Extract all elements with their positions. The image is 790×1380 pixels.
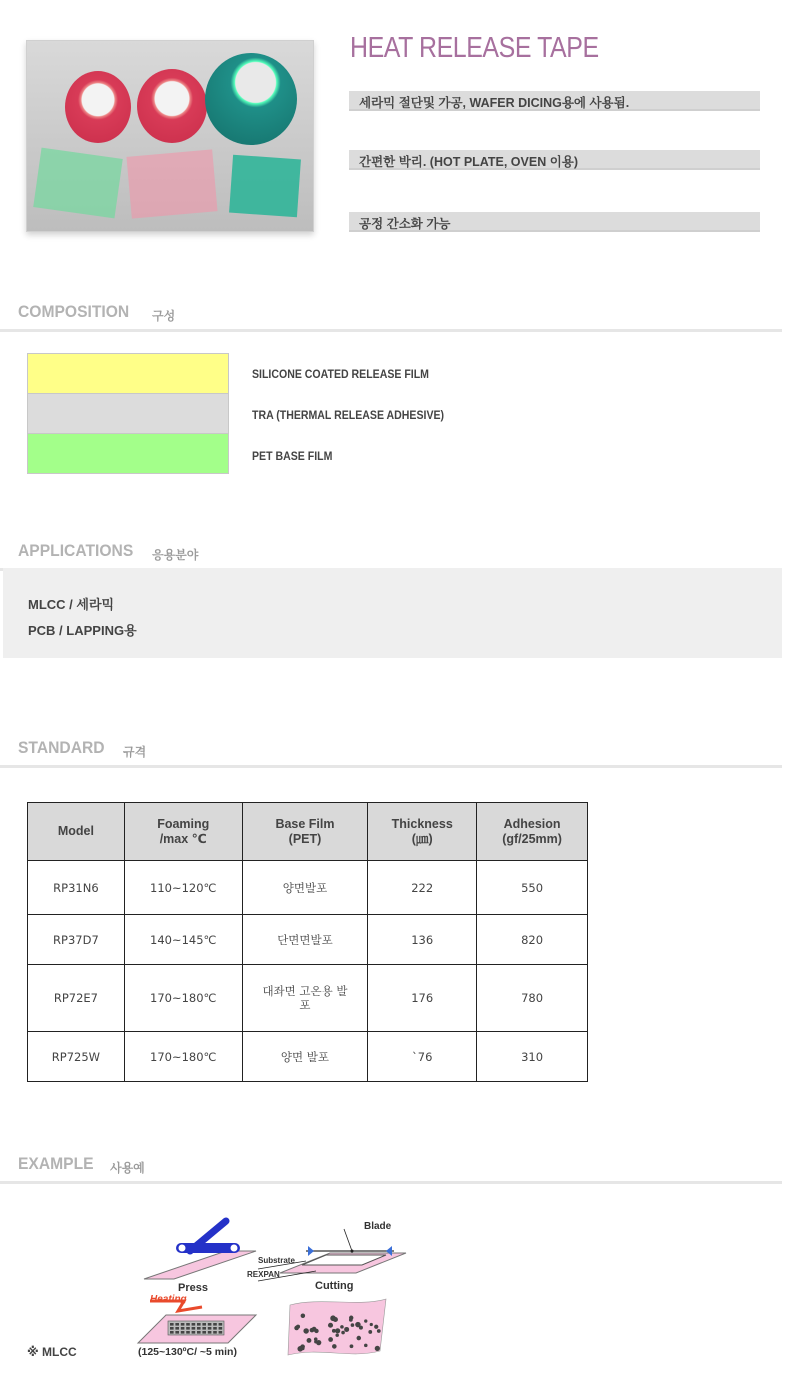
chip xyxy=(219,1327,223,1330)
feature-bar-3: 공정 간소화 가능 xyxy=(349,212,760,232)
applications-section-head xyxy=(0,541,782,571)
heating-label: Heating xyxy=(150,1294,187,1305)
teal-film-sheet xyxy=(229,155,301,218)
example-note: ※ MLCC xyxy=(27,1345,77,1359)
press-plate xyxy=(144,1251,256,1279)
red-tape-roll-2 xyxy=(137,69,207,143)
released-chip xyxy=(328,1337,333,1342)
application-item: MLCC / 세라믹 xyxy=(28,597,115,612)
blade-label: Blade xyxy=(364,1221,392,1232)
table-cell: 양면발포 xyxy=(242,861,368,915)
released-chip xyxy=(312,1327,317,1332)
table-cell: 대좌면 고온용 발포 xyxy=(242,965,368,1032)
released-chip xyxy=(344,1327,349,1332)
chip xyxy=(202,1323,206,1326)
layer-swatch-tra xyxy=(27,393,229,434)
column-header: Base Film (PET) xyxy=(242,803,368,861)
released-chip xyxy=(351,1323,355,1327)
chip xyxy=(213,1323,217,1326)
released-chip xyxy=(301,1346,305,1350)
table-row xyxy=(28,915,588,965)
chip xyxy=(202,1331,206,1334)
chip xyxy=(202,1327,206,1330)
column-header: Thickness (㎛) xyxy=(368,803,477,861)
chip xyxy=(192,1323,196,1326)
table-cell: RP725W xyxy=(28,1032,125,1082)
chip xyxy=(208,1331,212,1334)
chip xyxy=(181,1331,185,1334)
table-row xyxy=(28,965,588,1032)
table-cell: 222 xyxy=(368,861,477,915)
heating-condition-label: (125~130ºC/ ~5 min) xyxy=(138,1346,237,1358)
layer-swatch-pet xyxy=(27,433,229,474)
released-chip xyxy=(364,1344,368,1348)
table-cell: RP72E7 xyxy=(28,965,125,1032)
green-film-sheet xyxy=(33,148,123,219)
chip xyxy=(192,1331,196,1334)
composition-section-head xyxy=(0,302,782,332)
chip xyxy=(170,1323,174,1326)
rexpan-label: REXPAN xyxy=(247,1270,280,1279)
released-chip xyxy=(377,1329,381,1333)
chip xyxy=(208,1323,212,1326)
feature-bar-2: 간편한 박리. (HOT PLATE, OVEN 이용) xyxy=(349,150,760,170)
example-heading-ko: 사용예 xyxy=(110,1161,145,1175)
chip xyxy=(197,1323,201,1326)
released-chip xyxy=(303,1328,308,1333)
chip xyxy=(186,1327,190,1330)
layer-label-tra: TRA (THERMAL RELEASE ADHESIVE) xyxy=(252,408,445,422)
table-cell: 단면면발포 xyxy=(242,915,368,965)
applications-heading: APPLICATIONS xyxy=(18,541,134,560)
table-cell: 310 xyxy=(477,1032,588,1082)
table-cell: 136 xyxy=(368,915,477,965)
table-cell: 176 xyxy=(368,965,477,1032)
product-photo xyxy=(26,40,314,232)
chip xyxy=(192,1327,196,1330)
standard-heading-ko: 규격 xyxy=(123,745,147,759)
layer-label-release-film: SILICONE COATED RELEASE FILM xyxy=(252,367,429,381)
released-chip xyxy=(357,1336,362,1341)
released-chip xyxy=(332,1344,337,1349)
table-row xyxy=(28,861,588,915)
released-chip xyxy=(370,1323,373,1326)
chip xyxy=(175,1331,179,1334)
teal-tape-roll xyxy=(205,53,297,145)
released-chip xyxy=(349,1318,353,1322)
feature-bar-1: 세라믹 절단및 가공, WAFER DICING용에 사용됨. xyxy=(349,91,760,111)
table-cell: 550 xyxy=(477,861,588,915)
process-diagram xyxy=(130,1215,410,1365)
table-cell: 110~120℃ xyxy=(124,861,242,915)
chip-grid xyxy=(168,1321,224,1335)
released-chip xyxy=(375,1346,380,1351)
layer-label-pet: PET BASE FILM xyxy=(252,449,333,463)
table-row xyxy=(28,1032,588,1082)
table-cell: 170~180℃ xyxy=(124,1032,242,1082)
chip xyxy=(197,1331,201,1334)
released-chip xyxy=(340,1325,344,1329)
press-label: Press xyxy=(178,1282,208,1294)
application-item: PCB / LAPPING용 xyxy=(28,623,137,638)
table-cell: `76 xyxy=(368,1032,477,1082)
spec-table xyxy=(27,802,588,1082)
column-header: Foaming /max ℃ xyxy=(124,803,242,861)
released-chip xyxy=(341,1331,345,1335)
chip xyxy=(213,1327,217,1330)
chip xyxy=(175,1323,179,1326)
released-chip xyxy=(335,1328,340,1333)
table-cell: RP37D7 xyxy=(28,915,125,965)
chip xyxy=(175,1327,179,1330)
released-chip xyxy=(294,1326,299,1331)
released-chip xyxy=(355,1322,360,1327)
released-chip xyxy=(350,1344,354,1348)
red-tape-roll-1 xyxy=(65,71,131,143)
released-chip xyxy=(335,1333,338,1336)
chip xyxy=(219,1323,223,1326)
applications-heading-ko: 응용분야 xyxy=(152,548,199,562)
released-chip xyxy=(333,1317,338,1322)
standard-section-head xyxy=(0,738,782,768)
table-cell: 170~180℃ xyxy=(124,965,242,1032)
applications-box xyxy=(3,568,782,658)
chip xyxy=(213,1331,217,1334)
pink-film-sheet xyxy=(126,149,217,218)
released-chip xyxy=(332,1329,336,1333)
standard-heading: STANDARD xyxy=(18,738,105,757)
composition-heading: COMPOSITION xyxy=(18,302,130,321)
example-heading: EXAMPLE xyxy=(18,1154,94,1173)
released-chip xyxy=(374,1325,378,1329)
released-chip xyxy=(328,1323,333,1328)
chip xyxy=(186,1331,190,1334)
chip xyxy=(170,1331,174,1334)
released-chip xyxy=(364,1319,367,1322)
example-section-head xyxy=(0,1154,782,1184)
column-header: Adhesion (gf/25mm) xyxy=(477,803,588,861)
released-chip xyxy=(316,1340,321,1345)
substrate-label: Substrate xyxy=(258,1256,295,1265)
page-title: HEAT RELEASE TAPE xyxy=(350,32,599,64)
table-cell: 780 xyxy=(477,965,588,1032)
composition-heading-ko: 구성 xyxy=(152,309,176,323)
chip xyxy=(181,1327,185,1330)
chip xyxy=(197,1327,201,1330)
chip xyxy=(181,1323,185,1326)
released-chip xyxy=(307,1338,312,1343)
table-cell: RP31N6 xyxy=(28,861,125,915)
table-cell: 140~145℃ xyxy=(124,915,242,965)
chip xyxy=(208,1327,212,1330)
column-header: Model xyxy=(28,803,125,861)
layer-swatch-release-film xyxy=(27,353,229,394)
chip xyxy=(219,1331,223,1334)
chip xyxy=(186,1323,190,1326)
released-chip xyxy=(368,1330,372,1334)
cutting-label: Cutting xyxy=(315,1280,354,1292)
released-chip xyxy=(301,1314,305,1318)
table-cell: 양면 발포 xyxy=(242,1032,368,1082)
chip xyxy=(170,1327,174,1330)
table-header-row xyxy=(28,803,588,861)
table-cell: 820 xyxy=(477,915,588,965)
